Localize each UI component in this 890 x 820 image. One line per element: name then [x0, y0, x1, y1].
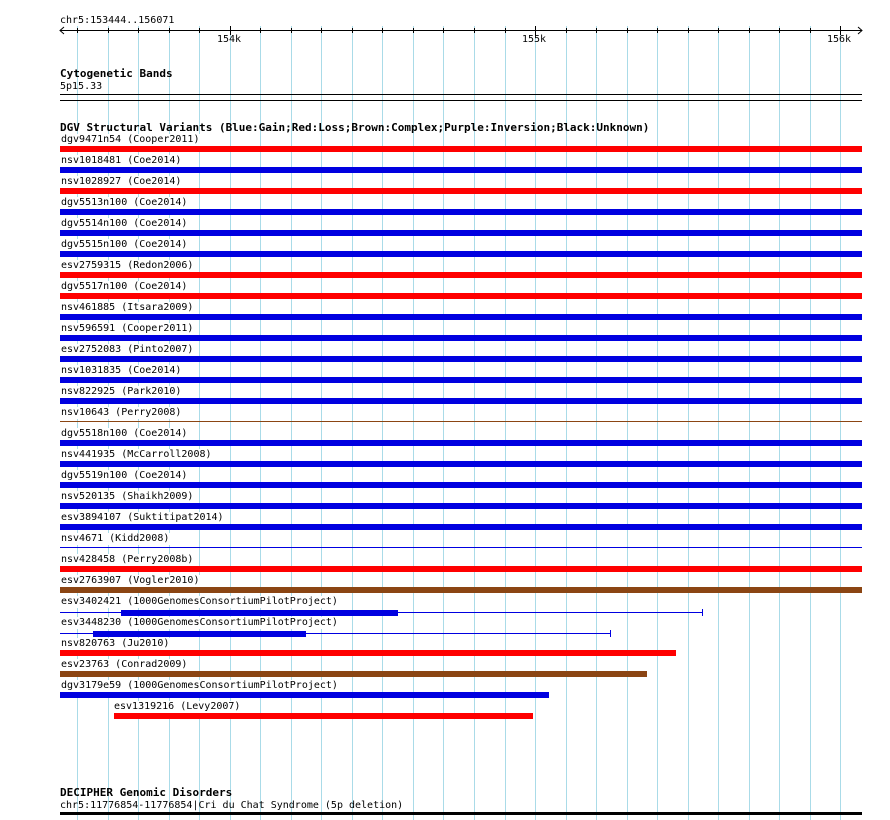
variant-label[interactable]: esv3448230 (1000GenomesConsortiumPilotProject)	[61, 617, 338, 628]
variant-bar[interactable]	[60, 650, 676, 656]
dgv-track-title: DGV Structural Variants (Blue:Gain;Red:Loss;Brown:Complex;Purple:Inversion;Black:Unknown)	[60, 121, 650, 134]
variant-bar[interactable]	[60, 461, 862, 467]
ruler-tick-label: 156k	[827, 34, 852, 45]
cytoband-line-top	[60, 94, 862, 95]
variant-label[interactable]: dgv5518n100 (Coe2014)	[61, 428, 188, 439]
variant-bar[interactable]	[60, 587, 862, 593]
variant-label[interactable]: nsv1031835 (Coe2014)	[61, 365, 182, 376]
variant-core-bar[interactable]	[93, 631, 306, 637]
variant-label[interactable]: dgv5517n100 (Coe2014)	[61, 281, 188, 292]
variant-label[interactable]: esv2763907 (Vogler2010)	[61, 575, 200, 586]
variant-label[interactable]: nsv820763 (Ju2010)	[61, 638, 170, 649]
variant-label[interactable]: dgv5519n100 (Coe2014)	[61, 470, 188, 481]
variant-label[interactable]: esv2759315 (Redon2006)	[61, 260, 194, 271]
variant-bar[interactable]	[60, 398, 862, 404]
variant-core-bar[interactable]	[121, 610, 398, 616]
variant-feature-line[interactable]	[60, 421, 862, 422]
decipher-feature-bar[interactable]	[60, 812, 862, 815]
cytoband-name: 5p15.33	[60, 81, 103, 92]
variant-label[interactable]: dgv5515n100 (Coe2014)	[61, 239, 188, 250]
variant-label[interactable]: dgv5513n100 (Coe2014)	[61, 197, 188, 208]
variant-label[interactable]: nsv520135 (Shaikh2009)	[61, 491, 194, 502]
variant-bar[interactable]	[60, 314, 862, 320]
variant-label[interactable]: nsv428458 (Perry2008b)	[61, 554, 194, 565]
variant-label[interactable]: esv2752083 (Pinto2007)	[61, 344, 194, 355]
variant-bar[interactable]	[60, 293, 862, 299]
variant-label[interactable]: nsv461885 (Itsara2009)	[61, 302, 194, 313]
variant-label[interactable]: nsv822925 (Park2010)	[61, 386, 182, 397]
variant-label[interactable]: nsv441935 (McCarroll2008)	[61, 449, 212, 460]
cytoband-track-title: Cytogenetic Bands	[60, 67, 173, 80]
variant-label[interactable]: dgv5514n100 (Coe2014)	[61, 218, 188, 229]
variant-label[interactable]: esv1319216 (Levy2007)	[114, 701, 241, 712]
variant-bar[interactable]	[60, 272, 862, 278]
variant-bar[interactable]	[60, 524, 862, 530]
variant-bar[interactable]	[60, 503, 862, 509]
variant-bar[interactable]	[60, 230, 862, 236]
region-label: chr5:153444..156071	[60, 15, 175, 26]
variant-bar[interactable]	[60, 377, 862, 383]
variant-span-end	[702, 609, 703, 616]
ruler-axis	[0, 0, 890, 50]
variant-bar[interactable]	[114, 713, 533, 719]
variant-label[interactable]: nsv4671 (Kidd2008)	[61, 533, 170, 544]
variant-label[interactable]: nsv1028927 (Coe2014)	[61, 176, 182, 187]
variant-bar[interactable]	[60, 335, 862, 341]
variant-bar[interactable]	[60, 356, 862, 362]
variant-bar[interactable]	[60, 188, 862, 194]
ruler-tick-label: 155k	[522, 34, 547, 45]
variant-bar[interactable]	[60, 167, 862, 173]
variant-label[interactable]: nsv10643 (Perry2008)	[61, 407, 182, 418]
variant-bar[interactable]	[60, 251, 862, 257]
variant-bar[interactable]	[60, 671, 647, 677]
variant-span-end	[610, 630, 611, 637]
decipher-track-title: DECIPHER Genomic Disorders	[60, 786, 233, 799]
ruler-tick-label: 154k	[217, 34, 242, 45]
decipher-item-label[interactable]: chr5:11776854-11776854|Cri du Chat Syndrome (5p deletion)	[60, 800, 404, 811]
variant-label[interactable]: nsv596591 (Cooper2011)	[61, 323, 194, 334]
cytoband-line-bottom	[60, 100, 862, 101]
variant-bar[interactable]	[60, 146, 862, 152]
variant-label[interactable]: esv23763 (Conrad2009)	[61, 659, 188, 670]
variant-bar[interactable]	[60, 692, 549, 698]
variant-bar[interactable]	[60, 440, 862, 446]
variant-feature-line[interactable]	[60, 547, 862, 548]
variant-bar[interactable]	[60, 482, 862, 488]
variant-label[interactable]: esv3894107 (Suktitipat2014)	[61, 512, 224, 523]
variant-label[interactable]: dgv9471n54 (Cooper2011)	[61, 134, 200, 145]
variant-label[interactable]: esv3402421 (1000GenomesConsortiumPilotProject)	[61, 596, 338, 607]
variant-bar[interactable]	[60, 209, 862, 215]
variant-label[interactable]: dgv3179e59 (1000GenomesConsortiumPilotProject)	[61, 680, 338, 691]
variant-label[interactable]: nsv1018481 (Coe2014)	[61, 155, 182, 166]
variant-bar[interactable]	[60, 566, 862, 572]
